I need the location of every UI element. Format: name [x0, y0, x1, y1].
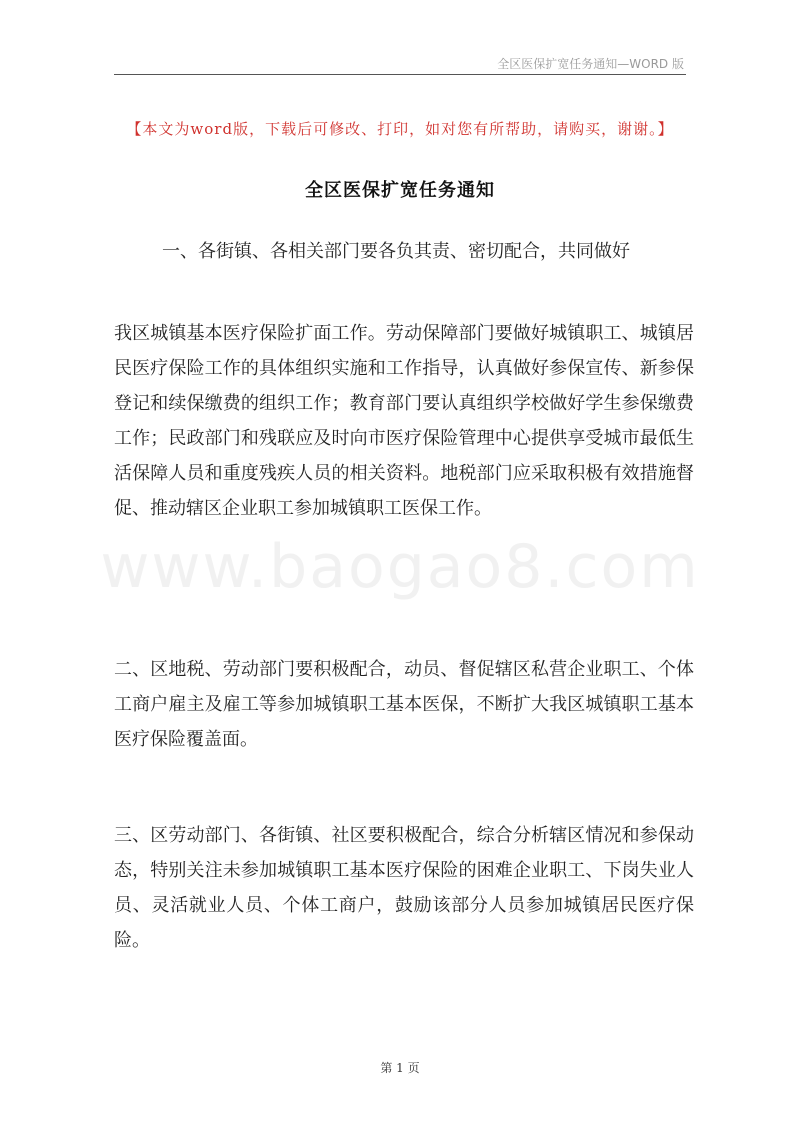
paragraph-1: 一、各街镇、各相关部门要各负其责、密切配合，共同做好 — [162, 241, 630, 262]
paragraph-2: 我区城镇基本医疗保险扩面工作。劳动保障部门要做好城镇职工、城镇居民医疗保险工作的具体组织实施和工作指导，认真做好参保宣传、新参保登记和续保缴费的组织工作；教育部门要认真组织学校做好学生参保缴费工作；民政部门和残联应及时向市医疗保险管理中心提供享受城市最低生活保障人员和重度残疾人员的相关资料。地税部门应采取积极有效措施督促、推动辖区企业职工参加城镇职工医保工作。 — [114, 323, 694, 519]
watermark: www.baogao8.com — [100, 532, 700, 602]
paragraph-3: 二、区地税、劳动部门要积极配合，动员、督促辖区私营企业职工、个体工商户雇主及雇工等参加城镇职工基本医保，不断扩大我区城镇职工基本医疗保险覆盖面。 — [114, 659, 694, 750]
page-number: 第 1 页 — [380, 1061, 420, 1075]
download-notice: 【本文为word版，下载后可修改、打印，如对您有所帮助，请购买，谢谢。】 — [126, 120, 674, 138]
document-title: 全区医保扩宽任务通知 — [305, 180, 495, 201]
page-header-text: 全区医保扩宽任务通知—WORD 版 — [497, 57, 684, 71]
paragraph-4: 三、区劳动部门、各街镇、社区要积极配合，综合分析辖区情况和参保动态，特别关注未参加城镇职工基本医疗保险的困难企业职工、下岗失业人员、灵活就业人员、个体工商户，鼓励该部分人员参加城镇居民医疗保险。 — [114, 825, 694, 951]
header-divider — [114, 74, 686, 75]
